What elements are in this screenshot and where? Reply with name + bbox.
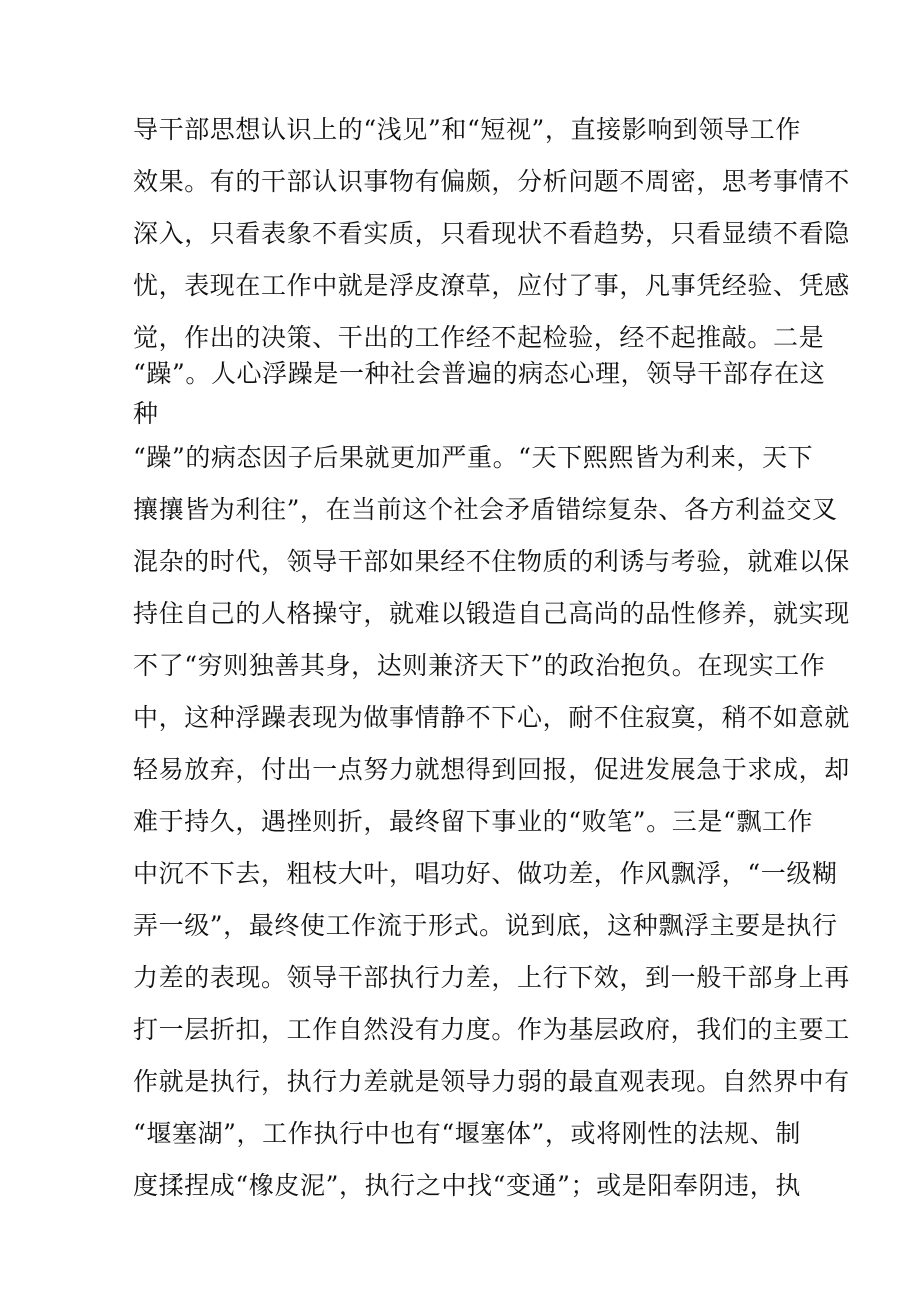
text-line: 觉，作出的决策、干出的工作经不起检验，经不起推敲。二是 (133, 323, 825, 352)
text-line: 忧，表现在工作中就是浮皮潦草，应付了事，凡事凭经验、凭感 (133, 271, 850, 300)
text-line: “躁”。人心浮躁是一种社会普遍的病态心理，领导干部存在这 (133, 359, 826, 388)
text-line: 作就是执行，执行力差就是领导力弱的最直观表现。自然界中有 (133, 1067, 850, 1096)
text-line: 度揉捏成“橡皮泥”，执行之中找“变通”；或是阳奉阴违，执 (133, 1171, 801, 1200)
text-line: 难于持久，遇挫则折，最终留下事业的“败笔”。三是“飘工作 (133, 807, 814, 836)
text-line: “躁”的病态因子后果就更加严重。“天下熙熙皆为利来，天下 (133, 443, 814, 472)
text-line: 中沉不下去，粗枝大叶，唱功好、做功差，作风飘浮，“一级糊 (133, 859, 838, 888)
text-line: 导干部思想认识上的“浅见”和“短视”，直接影响到领导工作 (133, 115, 801, 144)
text-line: 混杂的时代，领导干部如果经不住物质的利诱与考验，就难以保 (133, 547, 850, 576)
text-line: 中，这种浮躁表现为做事情静不下心，耐不住寂寞，稍不如意就 (133, 703, 850, 732)
text-line: 种 (133, 399, 159, 428)
text-line: 持住自己的人格操守，就难以锻造自己高尚的品性修养，就实现 (133, 599, 850, 628)
text-line: 弄一级”，最终使工作流于形式。说到底，这种飘浮主要是执行 (133, 911, 838, 940)
text-line: “堰塞湖”，工作执行中也有“堰塞体”，或将刚性的法规、制 (133, 1119, 801, 1148)
text-line: 力差的表现。领导干部执行力差，上行下效，到一般干部身上再 (133, 963, 850, 992)
text-line: 不了“穷则独善其身，达则兼济天下”的政治抱负。在现实工作 (133, 651, 826, 680)
text-line: 打一层折扣，工作自然没有力度。作为基层政府，我们的主要工 (133, 1015, 850, 1044)
text-line: 轻易放弃，付出一点努力就想得到回报，促进发展急于求成，却 (133, 755, 850, 784)
text-line: 深入，只看表象不看实质，只看现状不看趋势，只看显绩不看隐 (133, 219, 850, 248)
text-line: 效果。有的干部认识事物有偏颇，分析问题不周密，思考事情不 (133, 167, 850, 196)
text-line: 攘攘皆为利往”，在当前这个社会矛盾错综复杂、各方利益交叉 (133, 495, 838, 524)
